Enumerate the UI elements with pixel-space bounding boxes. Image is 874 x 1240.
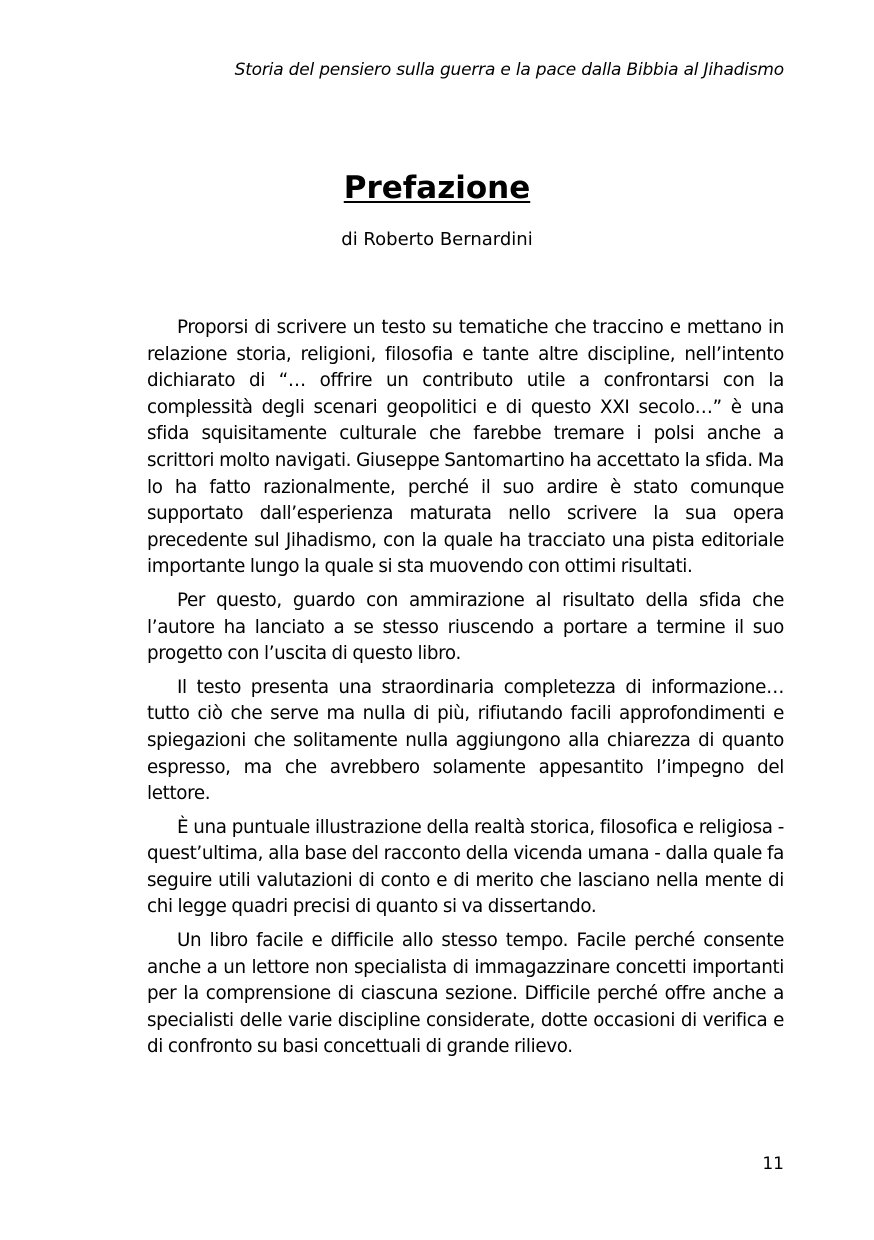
paragraph: Proporsi di scrivere un testo su tematiche che traccino e mettano in relazione storia, religioni, filosofia e tante altre discipline, nell’intento dichiarato di “… offrire un contributo utile a confrontarsi con la complessità degli scenari geopolitici e di questo XXI secolo…” è una sfida squisitamente culturale che farebbe tremare i polsi anche a scrittori molto navigati. Giuseppe Santomartino ha accettato la sfida. Ma lo ha fatto razionalmente, perché il suo ardire è stato comunque supportato dall’esperienza maturata nello scrivere la sua opera precedente sul Jihadismo, con la quale ha tracciato una pista editoriale importante lungo la quale si sta muovendo con ottimi risultati. — [147, 317, 784, 578]
body-text — [147, 315, 784, 1068]
paragraph: È una puntuale illustrazione della realtà storica, filosofica e religiosa - quest’ultima, alla base del racconto della vicenda umana - dalla quale fa seguire utili valutazioni di conto e di merito che lasciano nella mente di chi legge quadri precisi di quanto si va dissertando. — [147, 816, 784, 918]
paragraph: Il testo presenta una straordinaria completezza di informazione… tutto ciò che serve ma nulla di più, rifiutando facili approfondimenti e spiegazioni che solitamente nulla aggiungono alla chiarezza di quanto espresso, ma che avrebbero solamente appesantito l’impegno del lettore. — [147, 676, 784, 805]
paragraph: Un libro facile e difficile allo stesso tempo. Facile perché consente anche a un lettore non specialista di immagazzinare concetti importanti per la comprensione di ciascuna sezione. Difficile perché offre anche a specialisti delle varie discipline considerate, dotte occasioni di verifica e di confronto su basi concettuali di grande rilievo. — [147, 930, 784, 1058]
paragraph: Per questo, guardo con ammirazione al risultato della sfida che l’autore ha lanciato a se stesso riuscendo a portare a termine il suo progetto con l’uscita di questo libro. — [147, 589, 784, 665]
author-line: di Roberto Bernardini — [341, 229, 533, 250]
running-header: Storia del pensiero sulla guerra e la pace dalla Bibbia al Jihadismo — [234, 60, 784, 80]
chapter-title: Prefazione — [343, 170, 531, 206]
page-number: 11 — [762, 1154, 784, 1174]
